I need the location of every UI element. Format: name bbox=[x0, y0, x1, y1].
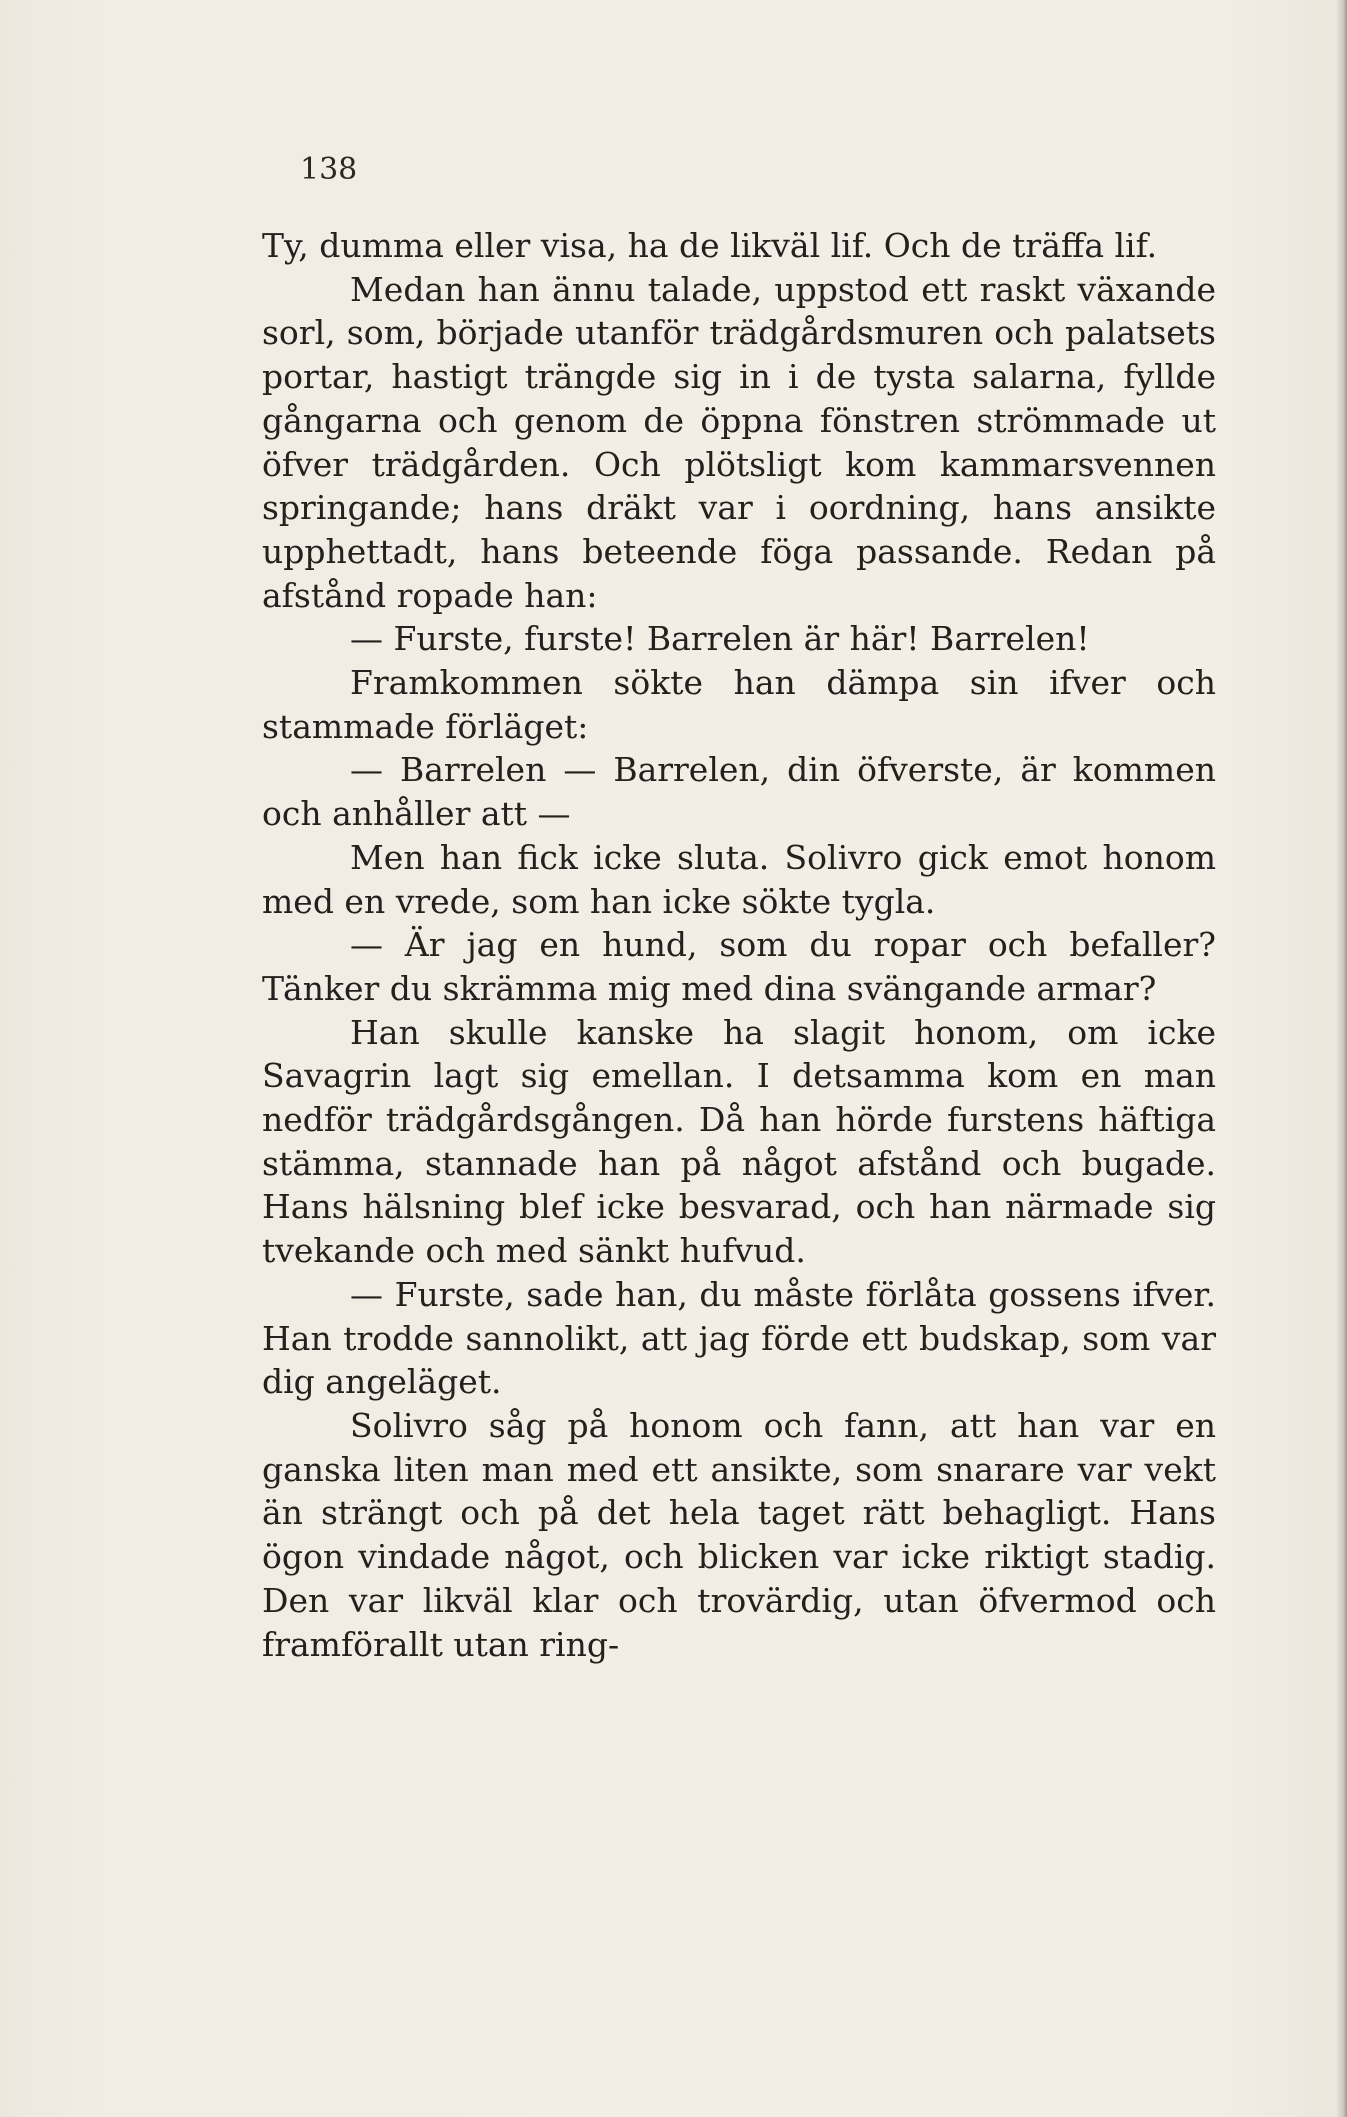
body-text bbox=[262, 224, 1216, 1666]
paragraph: — Furste, furste! Barrelen är här! Barrelen! bbox=[350, 619, 1090, 659]
page-edge-shadow bbox=[1337, 0, 1347, 2117]
page-number: 138 bbox=[300, 152, 358, 187]
paragraph: — Är jag en hund, som du ropar och befaller? Tänker du skrämma mig med dina svängande armar? bbox=[262, 925, 1216, 1008]
paragraph: Han skulle kanske ha slagit honom, om icke Savagrin lagt sig emellan. I detsamma kom en man nedför trädgårdsgången. Då han hörde furstens häftiga stämma, stannade han på något afstånd och bugade. Hans hälsning blef icke besvarad, och han närmade sig tvekande och med sänkt hufvud. bbox=[262, 1012, 1216, 1271]
paragraph: — Furste, sade han, du måste förlåta gossens ifver. Han trodde sannolikt, att jag förde ett budskap, som var dig angeläget. bbox=[262, 1274, 1216, 1402]
paragraph: Solivro såg på honom och fann, att han var en ganska liten man med ett ansikte, som snarare var vekt än strängt och på det hela taget rätt behagligt. Hans ögon vindade något, och blicken var icke riktigt stadig. Den var likväl klar och trovärdig, utan öfvermod och framförallt utan ring- bbox=[262, 1405, 1216, 1664]
paragraph: Medan han ännu talade, uppstod ett raskt växande sorl, som, började utanför trädgårdsmuren och palatsets portar, hastigt trängde sig in i de tysta salarna, fyllde gångarna och genom de öppna fönstren strömmade ut öfver trädgården. Och plötsligt kom kammarsvennen springande; hans dräkt var i oordning, hans ansikte upphettadt, hans beteende föga passande. Redan på afstånd ropade han: bbox=[262, 269, 1216, 615]
paragraph: — Barrelen — Barrelen, din öfverste, är kommen och anhåller att — bbox=[262, 750, 1216, 834]
paragraph: Framkommen sökte han dämpa sin ifver och stammade förläget: bbox=[262, 663, 1216, 746]
paragraph: Men han fick icke sluta. Solivro gick emot honom med en vrede, som han icke sökte tygla. bbox=[262, 837, 1216, 921]
paragraph: Ty, dumma eller visa, ha de likväl lif. Och de träffa lif. bbox=[262, 226, 1158, 265]
